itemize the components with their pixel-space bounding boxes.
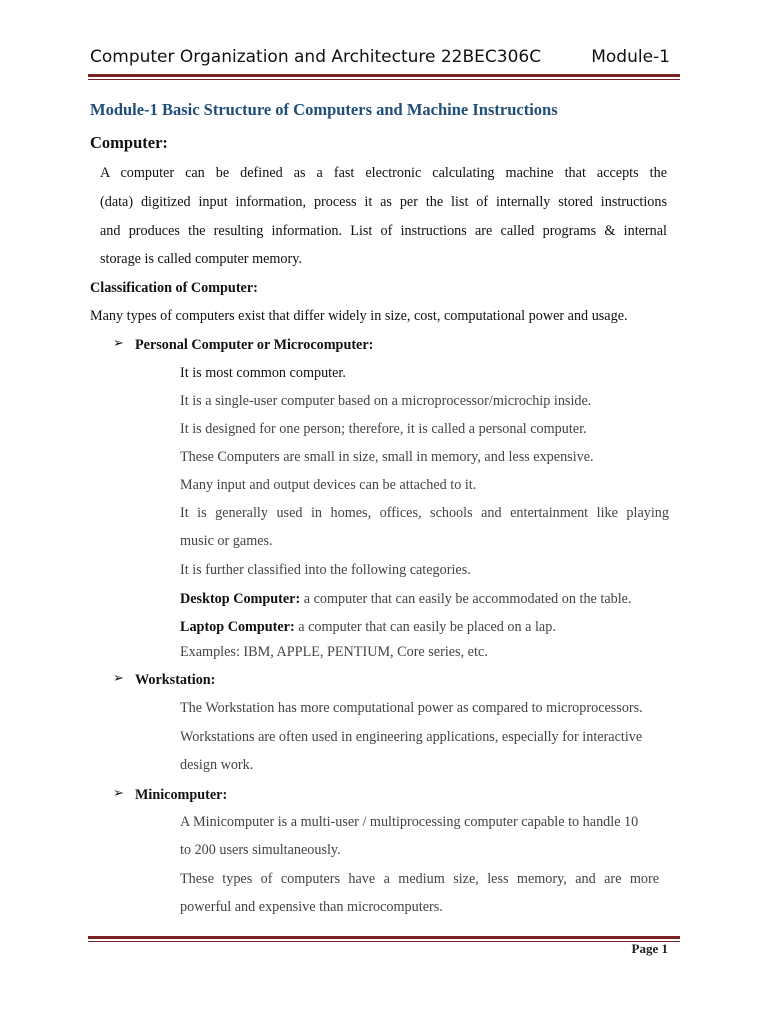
personal-line-4: These Computers are small in size, small in memory, and less expensive. xyxy=(180,449,594,465)
personal-line-1: It is most common computer. xyxy=(180,365,346,381)
footer-rule-thin xyxy=(88,941,680,942)
minicomputer-heading: Minicomputer: xyxy=(135,787,228,803)
laptop-text: a computer that can easily be placed on a lap. xyxy=(294,619,556,635)
personal-line-6: It is generally used in homes, offices, schools and entertainment like playing xyxy=(180,505,669,521)
laptop-label: Laptop Computer: xyxy=(180,619,295,635)
personal-heading: Personal Computer or Microcomputer: xyxy=(135,337,374,353)
minicomputer-line-3: These types of computers have a medium size, less memory, and are more xyxy=(180,871,659,887)
personal-line-3: It is designed for one person; therefore, it is called a personal computer. xyxy=(180,421,587,437)
workstation-heading: Workstation: xyxy=(135,672,216,688)
personal-line-8: It is further classified into the following categories. xyxy=(180,562,471,578)
examples-line: Examples: IBM, APPLE, PENTIUM, Core series, etc. xyxy=(180,644,488,660)
arrow-bullet-icon: ➢ xyxy=(113,336,124,351)
minicomputer-line-2: to 200 users simultaneously. xyxy=(180,842,341,858)
arrow-bullet-icon: ➢ xyxy=(113,786,124,801)
minicomputer-line-1: A Minicomputer is a multi-user / multiprocessing computer capable to handle 10 xyxy=(180,814,639,830)
header-rule xyxy=(88,74,680,77)
computer-line-2: (data) digitized input information, process it as per the list of internally stored instructions xyxy=(100,194,667,210)
page-header xyxy=(90,47,670,73)
personal-line-5: Many input and output devices can be attached to it. xyxy=(180,477,477,493)
workstation-line-2: Workstations are often used in engineering applications, especially for interactive xyxy=(180,729,643,745)
computer-line-4: storage is called computer memory. xyxy=(100,251,302,267)
personal-line-2: It is a single-user computer based on a microprocessor/microchip inside. xyxy=(180,393,592,409)
classification-heading: Classification of Computer: xyxy=(90,280,258,296)
module-title: Module-1 Basic Structure of Computers and Machine Instructions xyxy=(90,100,558,119)
module-label: Module-1 xyxy=(591,47,670,67)
computer-line-1: A computer can be defined as a fast electronic calculating machine that accepts the xyxy=(100,165,667,181)
workstation-line-3: design work. xyxy=(180,757,254,773)
arrow-bullet-icon: ➢ xyxy=(113,671,124,686)
page-number: Page 1 xyxy=(631,941,668,956)
laptop-line xyxy=(180,618,556,636)
header-rule-thin xyxy=(88,79,680,80)
classification-intro: Many types of computers exist that differ widely in size, cost, computational power and usage. xyxy=(90,308,628,324)
desktop-line xyxy=(180,590,632,608)
computer-heading: Computer: xyxy=(90,133,168,152)
desktop-label: Desktop Computer: xyxy=(180,591,301,607)
desktop-text: a computer that can easily be accommodated on the table. xyxy=(300,591,632,607)
computer-line-3: and produces the resulting information. List of instructions are called programs & internal xyxy=(100,223,667,239)
workstation-line-1: The Workstation has more computational power as compared to microprocessors. xyxy=(180,700,643,716)
personal-line-7: music or games. xyxy=(180,533,273,549)
footer-rule xyxy=(88,936,680,939)
course-title: Computer Organization and Architecture 22BEC306C xyxy=(90,47,542,67)
minicomputer-line-4: powerful and expensive than microcomputers. xyxy=(180,899,443,915)
